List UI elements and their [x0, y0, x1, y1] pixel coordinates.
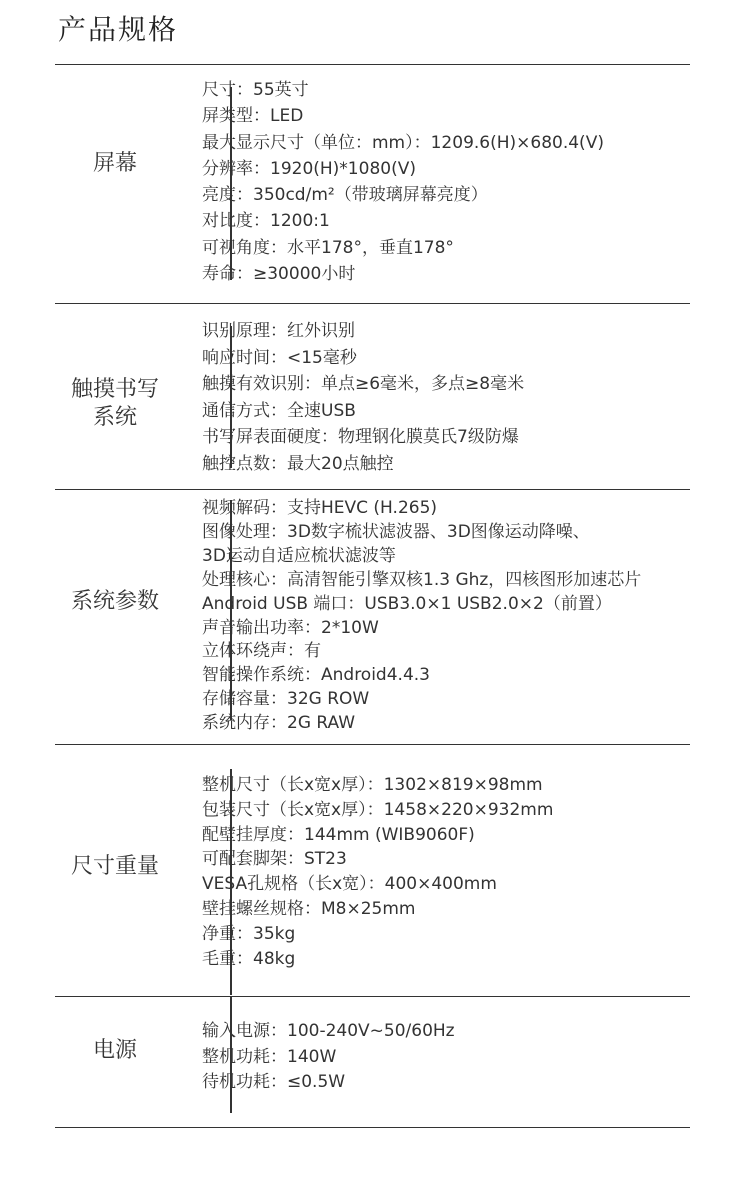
spec-item: 分辨率：1920(H)*1080(V): [202, 158, 416, 179]
spec-item: 通信方式：全速USB: [202, 400, 356, 421]
spec-list-touch: [202, 318, 524, 477]
spec-item: 响应时间：<15毫秒: [202, 347, 357, 368]
spec-item: 净重：35kg: [202, 923, 296, 944]
section-power: [55, 997, 690, 1127]
section-title: [55, 376, 175, 432]
section-title: 电源: [92, 1038, 137, 1063]
spec-item: 系统内存：2G RAW: [202, 713, 356, 734]
spec-item: 对比度：1200:1: [202, 211, 330, 232]
spec-item: 最大显示尺寸（单位：mm）：1209.6(H)×680.4(V): [202, 132, 604, 153]
section-size-weight: [55, 745, 690, 996]
spec-list-power: [202, 1019, 455, 1096]
section-title: 尺寸重量: [70, 854, 159, 879]
spec-item: 触控点数：最大20点触控: [202, 453, 394, 474]
spec-item: 处理核心：高清智能引擎双核1.3 Ghz，四核图形加速芯片: [202, 569, 642, 590]
spec-item: 包装尺寸（长x宽x厚）：1458×220×932mm: [202, 799, 554, 820]
spec-list-system: [202, 497, 641, 736]
spec-item: 寿命：≥30000小时: [202, 264, 356, 285]
spec-item: 毛重：48kg: [202, 948, 296, 969]
section-title: 系统参数: [70, 589, 159, 614]
spec-list-size-weight: [202, 773, 553, 971]
section-touch: [55, 304, 690, 489]
page-title: 产品规格: [58, 13, 179, 46]
spec-item: 亮度：350cd/m²（带玻璃屏幕亮度）: [202, 185, 488, 206]
section-title-line: 系统: [92, 405, 137, 430]
spec-item: Android USB 端口：USB3.0×1 USB2.0×2（前置）: [202, 593, 612, 614]
section-title-line: 触摸书写: [70, 377, 159, 402]
spec-item: 输入电源：100-240V~50/60Hz: [202, 1021, 455, 1041]
spec-item: 3D运动自适应梳状滤波等: [202, 545, 396, 566]
spec-item: 存储容量：32G ROW: [202, 689, 370, 710]
spec-item: 尺寸：55英寸: [202, 80, 309, 100]
spec-item: 待机功耗：≤0.5W: [202, 1072, 346, 1092]
spec-item: 触摸有效识别：单点≥6毫米，多点≥8毫米: [202, 374, 525, 394]
spec-item: 识别原理：红外识别: [202, 321, 355, 341]
spec-item: 图像处理：3D数字梳状滤波器、3D图像运动降噪、: [202, 521, 590, 542]
divider: [55, 1127, 690, 1128]
spec-list-display: [202, 77, 604, 287]
section-display: [55, 65, 690, 303]
spec-item: VESA孔规格（长x宽）：400×400mm: [202, 874, 497, 895]
spec-item: 智能操作系统：Android4.4.3: [202, 665, 430, 686]
spec-item: 书写屏表面硬度：物理钢化膜莫氏7级防爆: [202, 427, 519, 447]
section-title: 屏幕: [92, 151, 137, 176]
spec-item: 可配套脚架：ST23: [202, 849, 347, 870]
section-system: [55, 490, 690, 744]
spec-item: 可视角度：水平178°，垂直178°: [202, 237, 454, 258]
spec-item: 立体环绕声：有: [202, 641, 321, 662]
spec-item: 整机尺寸（长x宽x厚）：1302×819×98mm: [202, 775, 543, 795]
spec-item: 壁挂螺丝规格：M8×25mm: [202, 898, 416, 919]
spec-item: 声音输出功率：2*10W: [202, 617, 379, 638]
spec-item: 整机功耗：140W: [202, 1046, 337, 1067]
spec-item: 屏类型：LED: [202, 106, 304, 127]
spec-item: 视频解码：支持HEVC (H.265): [202, 498, 438, 518]
spec-item: 配壁挂厚度：144mm (WIB9060F): [202, 824, 475, 845]
